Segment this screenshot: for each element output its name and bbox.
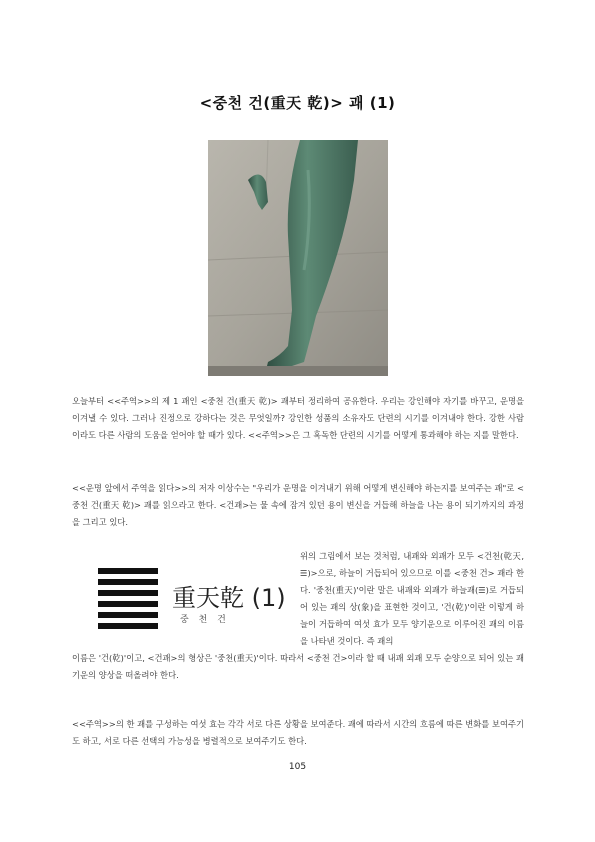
hexagram-line xyxy=(98,579,158,585)
hexagram-name: 重天乾 (1) xyxy=(172,584,286,612)
page-title: <중천 건(重天 乾)> 괘 (1) xyxy=(199,94,396,112)
paragraph-explanation-right: 위의 그림에서 보는 것처럼, 내괘와 외괘가 모두 <건천(乾天, ☰)>으로, 하늘이 거듭되어 있으므로 이를 <중천 건> 괘라 한다. '중천(重天)'이란 말은 내괘와 외괘가 하늘괘(☰)로 거듭되어 있는 괘의 상(象)을 표현한 것이고, '건(乾)'이란 이렇게 하늘이 거듭하여 여섯 효가 모두 양기운으로 이루어진 괘의 이름을 나타낸 것이다. 즉 괘의 xyxy=(300,551,524,646)
statue-photo xyxy=(208,140,388,376)
page-number: 105 xyxy=(288,762,307,772)
hexagram-line xyxy=(98,590,158,596)
hexagram-line xyxy=(98,568,158,574)
hexagram-reading: 중 천 건 xyxy=(180,615,226,625)
hexagram-line xyxy=(98,601,158,607)
statue-image xyxy=(208,140,388,376)
hexagram-line xyxy=(98,612,158,618)
paragraph-author: <<운명 앞에서 주역을 읽다>>의 저자 이상수는 "우리가 운명을 이겨내기 위해 어떻게 변신해야 하는지를 보여주는 괘"로 <중천 건(重天 乾)> 괘를 읽으라고 한다. <건괘>는 물 속에 잠겨 있던 용이 변신을 거듭해 하늘을 나는 용이 되기까지의 과정을 그리고 있다. xyxy=(72,483,524,527)
hexagram-symbol xyxy=(98,568,158,634)
paragraph-explanation-continued: 이름은 '건(乾)'이고, <건괘>의 형상은 '중천(重天)'이다. 따라서 <중천 건>이라 할 때 내괘 외괘 모두 순양으로 되어 있는 괘 기운의 양상을 떠올려야 한다. xyxy=(72,653,524,680)
paragraph-six-lines: <<주역>>의 한 괘를 구성하는 여섯 효는 각각 서로 다른 상황을 보여준다. 괘에 따라서 시간의 흐름에 따른 변화를 보여주기도 하고, 서로 다른 선택의 가능성을 병렬적으로 보여주기도 한다. xyxy=(72,719,524,746)
hexagram-line xyxy=(98,623,158,629)
paragraph-intro: 오늘부터 <<주역>>의 제 1 괘인 <중천 건(重天 乾)> 괘부터 정리하여 공유한다. 우리는 강인해야 자기를 바꾸고, 운명을 이겨낼 수 있다. 그러나 진정으로 강하다는 것은 무엇일까? 강인한 성품의 소유자도 단련의 시기를 이겨내야 한다. 강한 사람이라도 다른 사람의 도움을 얻어야 할 때가 있다. <<주역>>은 그 혹독한 단련의 시기를 어떻게 통과해야 하는 지를 말한다. xyxy=(72,396,524,440)
